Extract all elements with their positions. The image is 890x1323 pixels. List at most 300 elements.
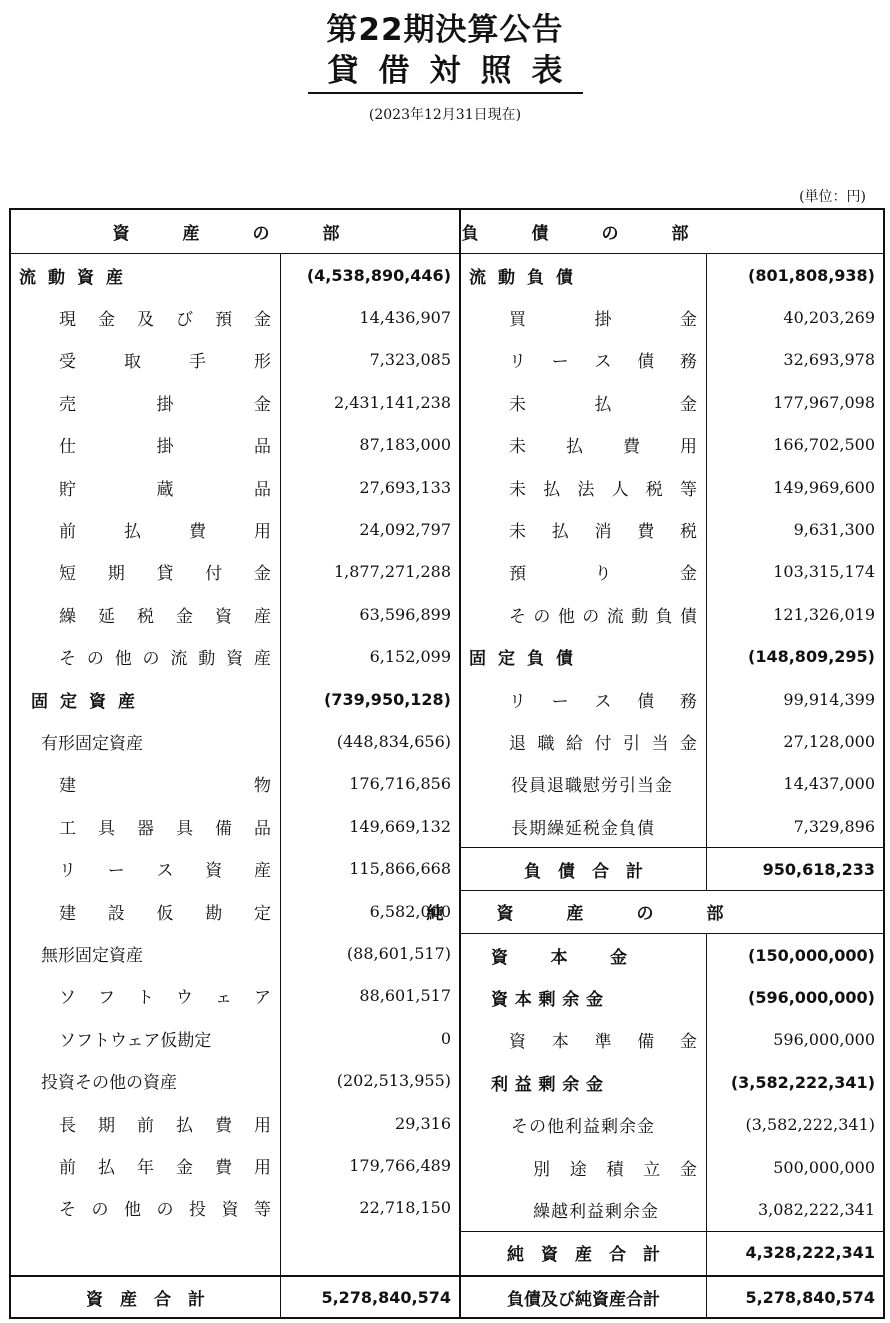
label-char: 未 — [509, 479, 526, 500]
table-row — [461, 1103, 883, 1145]
row-value: 596,000,000 — [773, 1030, 875, 1050]
row-label-text: 投資その他の資産 — [41, 1073, 177, 1094]
label-char: の — [533, 606, 551, 627]
label-char: 掛 — [156, 437, 174, 458]
table-row — [461, 296, 883, 338]
label-char: 資 — [215, 606, 232, 627]
label-char: 金 — [254, 310, 271, 331]
label-char: フ — [98, 988, 115, 1009]
label-char: ー — [107, 861, 125, 882]
label-char: 品 — [254, 818, 271, 839]
row-label — [11, 805, 281, 847]
label-char: 長 — [59, 1115, 76, 1136]
row-label-text — [509, 602, 697, 627]
row-label-text — [509, 1027, 697, 1052]
total-label: 純 資 産 合 計 — [461, 1232, 707, 1273]
table-row — [11, 1017, 459, 1059]
row-label — [11, 339, 281, 381]
table-row — [461, 508, 883, 550]
label-char: 具 — [98, 818, 115, 839]
row-label — [461, 934, 707, 976]
row-label — [11, 890, 281, 932]
label-char: 勘 — [205, 903, 223, 924]
label-char: 資 — [491, 947, 508, 968]
row-label — [11, 1187, 281, 1229]
label-char: 買 — [509, 310, 526, 331]
row-label-text — [509, 347, 697, 372]
label-char: 資 — [205, 861, 223, 882]
label-char: 人 — [611, 479, 629, 500]
label-char: 法 — [577, 479, 595, 500]
row-value: 500,000,000 — [773, 1157, 875, 1177]
label-char: 動 — [631, 606, 649, 627]
row-value: 103,315,174 — [773, 562, 875, 582]
label-char: 流 — [606, 606, 624, 627]
row-value: 14,436,907 — [359, 308, 451, 328]
label-char: 務 — [680, 352, 697, 373]
table-row — [461, 1061, 883, 1103]
header-label: 負 債 の 部 — [461, 224, 707, 244]
label-char: 金 — [680, 394, 697, 415]
label-char: ウ — [176, 988, 193, 1009]
table-row — [11, 932, 459, 974]
row-label — [11, 1059, 281, 1101]
label-char: 品 — [254, 479, 271, 500]
row-value: 1,877,271,288 — [333, 562, 451, 582]
row-label — [11, 636, 281, 678]
table-row — [11, 1059, 459, 1101]
total-value: 5,278,840,574 — [321, 1287, 451, 1307]
label-char: 他 — [124, 1200, 141, 1221]
label-char: 剰 — [538, 1074, 556, 1095]
label-char: 払 — [176, 1115, 193, 1136]
row-label-text — [59, 602, 271, 627]
label-char: 務 — [680, 691, 697, 712]
row-label — [461, 678, 707, 720]
label-char: 年 — [137, 1157, 154, 1178]
table-row — [11, 805, 459, 847]
table-row — [461, 763, 883, 805]
row-value: 6,152,099 — [369, 647, 451, 667]
row-label — [11, 1144, 281, 1186]
row-value: (3,582,222,341) — [745, 1115, 875, 1135]
label-char: 金 — [98, 310, 115, 331]
label-char: 立 — [643, 1159, 661, 1180]
label-char: 当 — [651, 733, 669, 754]
label-char: 仕 — [59, 437, 76, 458]
row-label-text — [59, 899, 271, 924]
row-value: 88,601,517 — [359, 986, 451, 1006]
label-char: 金 — [680, 1159, 697, 1180]
label-char: そ — [59, 649, 76, 670]
row-label — [11, 593, 281, 635]
label-char: 具 — [176, 818, 193, 839]
row-value: 99,914,399 — [783, 689, 875, 709]
label-char: 用 — [254, 522, 271, 543]
label-char: 資 — [509, 1032, 526, 1053]
row-label — [461, 593, 707, 635]
table-row — [461, 254, 883, 296]
label-char: 未 — [509, 394, 526, 415]
label-char: 金 — [680, 1032, 697, 1053]
table-row — [11, 339, 459, 381]
table-row — [11, 551, 459, 593]
label-char: リ — [509, 352, 526, 373]
label-char: 動 — [198, 649, 216, 670]
header-label: 資 産 の 部 — [112, 224, 358, 244]
table-row — [11, 424, 459, 466]
row-label — [461, 1061, 707, 1103]
table-row — [461, 381, 883, 423]
row-value: (3,582,222,341) — [730, 1072, 875, 1092]
header-label: 純 資 産 の 部 — [426, 904, 742, 925]
label-char: 仮 — [156, 903, 174, 924]
label-char: 払 — [551, 522, 569, 543]
row-value: 149,669,132 — [349, 816, 451, 836]
label-char: 掛 — [594, 310, 612, 331]
label-char: 負 — [655, 606, 673, 627]
row-label-text: 流動資産 — [19, 267, 135, 288]
row-label-text — [59, 390, 271, 415]
total-label: 資 産 合 計 — [11, 1277, 281, 1317]
total-label: 負 債 合 計 — [461, 848, 707, 889]
label-char: 備 — [215, 818, 232, 839]
row-label-text — [509, 687, 697, 712]
row-value: (596,000,000) — [748, 987, 875, 1007]
label-char: 税 — [645, 479, 663, 500]
label-char: 費 — [215, 1115, 232, 1136]
row-value: (801,808,938) — [748, 265, 875, 285]
row-label — [11, 1102, 281, 1144]
row-value: 40,203,269 — [783, 308, 875, 328]
document-subtitle — [0, 52, 890, 94]
unit-label: (単位：円) — [799, 189, 866, 205]
label-char: 期 — [107, 564, 125, 585]
label-char: 本 — [550, 947, 568, 968]
label-char: 費 — [623, 437, 640, 458]
net-assets-total-row — [461, 1231, 883, 1273]
label-char: 途 — [569, 1159, 587, 1180]
label-char: 利 — [491, 1074, 508, 1095]
label-char: 金 — [254, 564, 271, 585]
row-value: (448,834,656) — [336, 731, 451, 751]
liabilities-side — [426, 210, 883, 1317]
table-row — [461, 339, 883, 381]
label-char: 産 — [253, 649, 271, 670]
label-char: 益 — [514, 1074, 532, 1095]
label-char: 期 — [98, 1115, 115, 1136]
row-value: 179,766,489 — [349, 1155, 451, 1175]
liabilities-total-row — [461, 847, 883, 889]
table-row — [461, 1146, 883, 1188]
row-label-text — [59, 347, 271, 372]
label-char: 付 — [205, 564, 223, 585]
row-label-text — [59, 1111, 271, 1136]
label-char: リ — [59, 861, 76, 882]
label-char: 給 — [566, 733, 583, 754]
row-label — [461, 805, 707, 847]
label-char: 建 — [59, 776, 76, 797]
label-char: 産 — [254, 861, 271, 882]
label-char: 備 — [637, 1032, 655, 1053]
table-row — [11, 466, 459, 508]
total-label: 負債及び純資産合計 — [461, 1277, 707, 1317]
assets-header — [11, 210, 459, 254]
label-char: 用 — [254, 1157, 271, 1178]
row-label — [461, 551, 707, 593]
label-char: 債 — [637, 352, 655, 373]
table-row — [11, 254, 459, 296]
row-label-text — [59, 983, 271, 1008]
label-char: 未 — [509, 522, 526, 543]
label-char: 他 — [557, 606, 575, 627]
row-value: 0 — [440, 1028, 451, 1048]
label-char: 掛 — [156, 394, 174, 415]
row-label — [461, 636, 707, 678]
table-row — [11, 763, 459, 805]
net-assets-header — [426, 890, 883, 934]
table-row — [11, 636, 459, 678]
row-label-text: 繰越利益剰余金 — [533, 1201, 659, 1222]
row-value: 115,866,668 — [349, 859, 451, 879]
label-char: ア — [254, 988, 271, 1009]
label-char: そ — [509, 606, 526, 627]
row-label — [11, 763, 281, 805]
blank-cell — [11, 1229, 281, 1275]
table-row — [11, 678, 459, 720]
label-char: 金 — [610, 947, 627, 968]
row-label-text: 固定資産 — [31, 691, 147, 712]
row-label — [11, 847, 281, 889]
label-char: 消 — [594, 522, 612, 543]
label-char: ト — [137, 988, 154, 1009]
row-label — [11, 381, 281, 423]
row-label — [11, 296, 281, 338]
label-char: 税 — [137, 606, 154, 627]
label-char: 品 — [254, 437, 271, 458]
table-row — [11, 720, 459, 762]
row-label — [461, 1146, 707, 1188]
label-char: 税 — [680, 522, 697, 543]
label-char: 前 — [137, 1115, 154, 1136]
row-value: 3,082,222,341 — [757, 1199, 875, 1219]
table-row — [461, 636, 883, 678]
label-char: 貯 — [59, 479, 76, 500]
label-char: 建 — [59, 903, 76, 924]
label-char: ス — [156, 861, 174, 882]
label-char: の — [156, 1200, 174, 1221]
label-char: 預 — [509, 564, 526, 585]
label-char: 金 — [176, 1157, 193, 1178]
label-char: 積 — [606, 1159, 624, 1180]
label-char: 定 — [254, 903, 271, 924]
label-char: 費 — [189, 522, 206, 543]
table-row — [461, 424, 883, 466]
row-label-text — [59, 644, 271, 669]
label-char: 現 — [59, 310, 76, 331]
page-title: 第22期決算公告 — [326, 12, 564, 48]
label-char: 払 — [98, 1157, 115, 1178]
table-row — [461, 976, 883, 1018]
label-char: 払 — [124, 522, 141, 543]
row-label — [461, 508, 707, 550]
table-row — [461, 593, 883, 635]
label-char: 余 — [562, 989, 580, 1010]
label-char: 取 — [124, 352, 141, 373]
row-value: 149,969,600 — [773, 477, 875, 497]
label-char: 等 — [679, 479, 697, 500]
row-value: (150,000,000) — [748, 945, 875, 965]
label-char: 費 — [637, 522, 655, 543]
label-char: 手 — [189, 352, 206, 373]
table-row — [11, 1102, 459, 1144]
table-row — [11, 890, 459, 932]
row-label — [461, 1019, 707, 1061]
balance-sheet-table — [9, 208, 885, 1319]
label-char: 繰 — [59, 606, 76, 627]
label-char: 金 — [586, 1074, 603, 1095]
row-label-text — [461, 943, 627, 968]
row-label-text — [59, 814, 271, 839]
row-label-text — [461, 985, 603, 1010]
label-char: そ — [59, 1200, 76, 1221]
label-char: 産 — [254, 606, 271, 627]
label-char: 受 — [59, 352, 76, 373]
row-label — [11, 720, 281, 762]
table-row — [461, 1188, 883, 1230]
label-char: 金 — [680, 733, 697, 754]
row-label — [461, 1103, 707, 1145]
table-row — [461, 551, 883, 593]
label-char: 退 — [509, 733, 526, 754]
label-char: 本 — [514, 989, 532, 1010]
row-label-text — [59, 856, 271, 881]
table-row — [11, 296, 459, 338]
row-value: (4,538,890,446) — [306, 265, 451, 285]
liabilities-header — [461, 210, 883, 254]
label-char: 金 — [680, 564, 697, 585]
label-char: 前 — [59, 522, 76, 543]
row-value: 14,437,000 — [783, 774, 875, 794]
label-char: ー — [551, 352, 569, 373]
label-char: 金 — [586, 989, 603, 1010]
row-value: 7,329,896 — [793, 816, 875, 836]
row-label — [461, 254, 707, 296]
label-char: 等 — [254, 1200, 271, 1221]
label-char: 資 — [226, 649, 244, 670]
row-value: 27,693,133 — [359, 477, 451, 497]
row-label — [11, 678, 281, 720]
label-char: ス — [594, 352, 612, 373]
row-label-text — [509, 432, 697, 457]
row-label-text — [509, 390, 697, 415]
row-value: 24,092,797 — [359, 520, 451, 540]
row-label-text: 流動負債 — [469, 267, 585, 288]
label-char: 金 — [176, 606, 193, 627]
row-value: 32,693,978 — [783, 350, 875, 370]
row-value: 87,183,000 — [359, 435, 451, 455]
label-char: 払 — [543, 479, 561, 500]
label-char: 別 — [533, 1159, 550, 1180]
table-row — [461, 466, 883, 508]
row-label — [461, 1188, 707, 1230]
row-label-text — [509, 729, 697, 754]
table-row — [461, 1019, 883, 1061]
label-char: 売 — [59, 394, 76, 415]
label-char: 金 — [254, 394, 271, 415]
row-label — [11, 424, 281, 466]
label-char: 余 — [562, 1074, 580, 1095]
row-label-text — [59, 305, 271, 330]
label-char: 物 — [254, 776, 271, 797]
row-label — [461, 424, 707, 466]
label-char: 債 — [637, 691, 655, 712]
row-value: 121,326,019 — [773, 604, 875, 624]
row-label-text: 役員退職慰労引当金 — [511, 776, 673, 797]
label-char: 及 — [137, 310, 154, 331]
label-char: り — [594, 564, 612, 585]
row-value: (202,513,955) — [336, 1071, 451, 1091]
row-label-text — [59, 475, 271, 500]
row-label-text — [461, 1070, 603, 1095]
row-label — [11, 975, 281, 1017]
row-label-text — [533, 1155, 697, 1180]
table-row — [461, 678, 883, 720]
table-row — [11, 847, 459, 889]
row-value: 7,323,085 — [369, 350, 451, 370]
row-value: 176,716,856 — [349, 774, 451, 794]
row-label-text — [509, 475, 697, 500]
row-label — [11, 551, 281, 593]
row-label-text — [59, 1195, 271, 1220]
row-value: 9,631,300 — [793, 520, 875, 540]
row-value: 166,702,500 — [773, 435, 875, 455]
label-char: 剰 — [538, 989, 556, 1010]
table-row — [461, 720, 883, 762]
label-char: 預 — [215, 310, 232, 331]
label-char: 資 — [491, 989, 508, 1010]
table-row — [461, 805, 883, 847]
label-char: 前 — [59, 1157, 76, 1178]
table-row — [11, 1144, 459, 1186]
label-char: 払 — [566, 437, 583, 458]
label-char: ソ — [59, 988, 76, 1009]
row-value: (88,601,517) — [346, 943, 451, 963]
label-char: 短 — [59, 564, 76, 585]
row-label-text: ソフトウェア仮勘定 — [59, 1030, 212, 1051]
row-label — [11, 466, 281, 508]
total-value: 950,618,233 — [762, 859, 875, 879]
total-value: 5,278,840,574 — [745, 1287, 875, 1307]
label-char: 設 — [107, 903, 125, 924]
row-label-text — [509, 559, 697, 584]
row-label-text — [59, 1153, 271, 1178]
table-row — [461, 934, 883, 976]
table-row — [11, 1187, 459, 1229]
label-char: 投 — [189, 1200, 206, 1221]
row-value: (148,809,295) — [748, 647, 875, 667]
row-value: (739,950,128) — [324, 689, 451, 709]
label-char: 流 — [170, 649, 188, 670]
row-label — [11, 1017, 281, 1059]
row-value: 29,316 — [395, 1113, 451, 1133]
assets-total-row — [11, 1275, 459, 1317]
label-char: 蔵 — [156, 479, 174, 500]
label-char: び — [176, 310, 193, 331]
row-label — [11, 508, 281, 550]
row-label-text — [59, 517, 271, 542]
row-label-text — [509, 305, 697, 330]
